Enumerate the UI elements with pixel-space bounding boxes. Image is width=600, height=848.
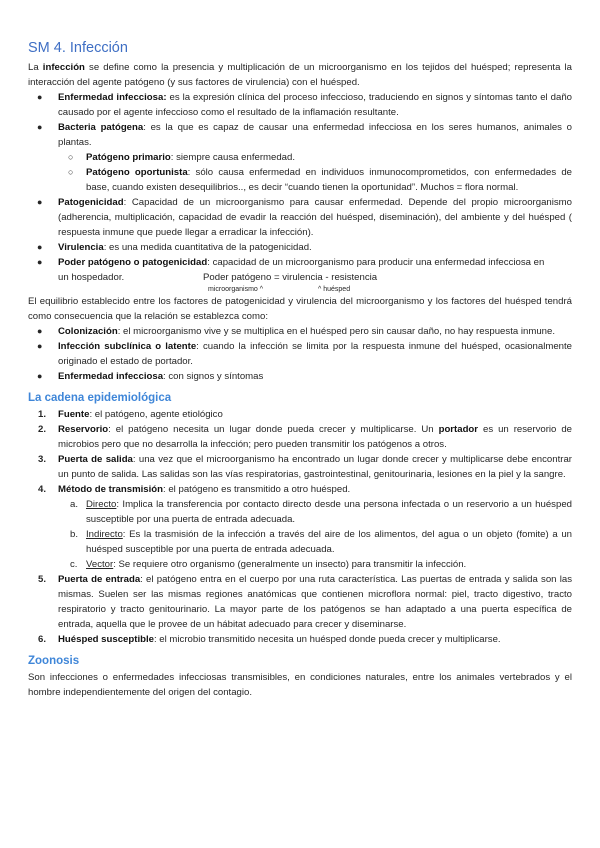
bullet-icon: ● xyxy=(37,326,43,336)
definition: : sólo causa enfermedad en individuos inmunocomprometidos, con enfermedades de base, cuando existen desequilibrios.., es decir “cuando tienen la oportunidad”. Muchos = flora normal. xyxy=(86,167,572,193)
term: Enfermedad infecciosa: xyxy=(58,92,167,103)
list-item xyxy=(28,407,572,422)
term-portador: portador xyxy=(438,424,479,435)
circle-bullet-icon: ○ xyxy=(68,167,74,177)
definition: es un reservorio de microbios pero que no desarrolla la infección; pero pueden transmitir los patógenos a otros. xyxy=(58,424,572,450)
definition: es la expresión clínica del proceso infeccioso, traduciendo en signos y síntomas tanto el daño causado por el agente infeccioso como el resultado de la inflamación resultante. xyxy=(58,92,572,118)
definition: : una vez que el microorganismo ha encontrado un lugar donde crecer y multiplicarse debe encontrar un punto de salida. Las salidas son las vías respiratorias, gastrointestinal, genitourinaria, lesiones en la piel y la sangre. xyxy=(58,454,572,480)
relationship-list xyxy=(28,324,572,384)
list-item xyxy=(58,557,572,572)
term: Patógeno oportunista xyxy=(86,167,188,178)
definition: : es una medida cuantitativa de la patogenicidad. xyxy=(103,242,312,253)
intro-text-c: se define como la presencia y multiplicación de un microorganismo en los tejidos del huésped; representa la interacción del agente patógeno (y sus factores de virulencia) con el huésped. xyxy=(28,62,572,88)
definition: : es la que es capaz de causar una enfermedad infecciosa en los seres humanos, animales o plantas. xyxy=(58,122,572,148)
definition: : el microorganismo vive y se multiplica en el huésped pero sin causar daño, no hay respuesta inmune. xyxy=(117,326,555,337)
list-item xyxy=(58,527,572,557)
term: Infección subclínica o latente xyxy=(58,341,197,352)
bullet-icon: ● xyxy=(37,92,43,102)
list-item xyxy=(28,422,572,452)
list-item xyxy=(28,255,572,294)
term: Huésped susceptible xyxy=(58,634,154,645)
definition: : con signos y síntomas xyxy=(163,371,264,382)
list-item xyxy=(58,497,572,527)
circle-bullet-icon: ○ xyxy=(68,152,74,162)
list-item xyxy=(28,339,572,369)
term: Patogenicidad xyxy=(58,197,124,208)
list-item xyxy=(28,369,572,384)
list-item xyxy=(28,482,572,572)
definitions-list xyxy=(28,90,572,294)
term: Puerta de entrada xyxy=(58,574,141,585)
term: Método de transmisión xyxy=(58,484,164,495)
formula-notes xyxy=(58,285,572,294)
definition: : el patógeno necesita un lugar donde pueda crecer y multiplicarse. Un xyxy=(108,424,439,435)
item-letter: a. xyxy=(70,499,79,510)
item-number: 5. xyxy=(38,574,47,585)
item-number: 2. xyxy=(38,424,47,435)
definition: : Es la trasmisión de la infección a través del aire de los alimentos, del agua o un objeto (fomite) a un huésped susceptible por una puerta de entrada adecuada. xyxy=(86,529,572,555)
definition: : el patógeno, agente etiológico xyxy=(89,409,223,420)
item-number: 3. xyxy=(38,454,47,465)
bullet-icon: ● xyxy=(37,341,43,351)
bullet-icon: ● xyxy=(37,197,43,207)
item-letter: b. xyxy=(70,529,79,540)
term: Virulencia xyxy=(58,242,104,253)
list-item xyxy=(28,632,572,647)
term: Poder patógeno o patogenicidad xyxy=(58,257,208,268)
item-number: 4. xyxy=(38,484,47,495)
term: Colonización xyxy=(58,326,118,337)
term: Bacteria patógena xyxy=(58,122,144,133)
term: Reservorio xyxy=(58,424,109,435)
list-item xyxy=(28,572,572,632)
definition: : el patógeno entra en el cuerpo por una ruta característica. Las puertas de entrada y salida son las mismas. Suelen ser las mismas regiones anatómicas que contienen microflora normal: piel, tracto digestivo, tracto respiratorio y tracto genitourinario. La mayor parte de los patógenos se han adaptado a una puerta específica de entrada, aquella que le provee de un hábitat adecuado para crecer y diseminarse. xyxy=(58,574,572,630)
zoonosis-paragraph: Son infecciones o enfermedades infecciosas transmisibles, en condiciones naturales, entre los animales vertebrados y el hombre independientemente del origen del contagio. xyxy=(28,672,572,698)
formula: Poder patógeno = virulencia - resistencia xyxy=(203,272,378,283)
item-number: 1. xyxy=(38,409,47,420)
bullet-icon: ● xyxy=(37,371,43,381)
bullet-icon: ● xyxy=(37,242,43,252)
item-number: 6. xyxy=(38,634,47,645)
term: Fuente xyxy=(58,409,90,420)
cadena-list xyxy=(28,407,572,647)
term: Directo xyxy=(86,499,117,510)
term: Enfermedad infecciosa xyxy=(58,371,164,382)
definition: : Se requiere otro organismo (generalmente un insecto) para transmitir la infección. xyxy=(113,559,467,570)
formula-note-huesped: ^ huésped xyxy=(318,286,351,293)
definition: : Implica la transferencia por contacto directo desde una persona infectada o un reservorio a un huésped susceptible por una puerta de entrada adecuada. xyxy=(86,499,572,525)
bullet-icon: ● xyxy=(37,122,43,132)
list-item xyxy=(28,324,572,339)
transmission-sub-list xyxy=(58,497,572,572)
definition: : el patógeno es transmitido a otro huésped. xyxy=(163,484,351,495)
term: Vector xyxy=(86,559,114,570)
definition: : siempre causa enfermedad. xyxy=(170,152,296,163)
intro-text-a: La xyxy=(28,62,43,73)
bullet-icon: ● xyxy=(37,257,43,267)
term: Patógeno primario xyxy=(86,152,171,163)
list-item xyxy=(58,150,572,165)
definition: : cuando la infección se limita por la respuesta inmune del huésped, ocasionalmente originado el estado de portador. xyxy=(58,341,572,367)
list-item xyxy=(28,195,572,240)
page-title: SM 4. Infección xyxy=(28,40,128,56)
definition: : el microbio transmitido necesita un huésped donde pueda crecer y multiplicarse. xyxy=(153,634,501,645)
definition: : Capacidad de un microorganismo para causar enfermedad. Depende del propio microorganismo (adherencia, multiplicación, capacidad de evadir la reacción del huésped, diseminación), del ambiente y del huésped ( respuesta inmune que puede llegar a erradicar la infección). xyxy=(58,197,572,238)
intro-term: infección xyxy=(42,62,85,73)
term: Puerta de salida xyxy=(58,454,133,465)
formula-row xyxy=(58,270,572,285)
list-item xyxy=(58,165,572,195)
item-letter: c. xyxy=(70,559,78,570)
term: Indirecto xyxy=(86,529,123,540)
list-item xyxy=(28,240,572,255)
formula-note-microorganismo: microorganismo ^ xyxy=(208,286,264,293)
list-item xyxy=(28,90,572,120)
section-heading-zoonosis: Zoonosis xyxy=(28,655,80,667)
equilibrio-paragraph: El equilibrio establecido entre los factores de patogenicidad y virulencia del microorganismo y los factores del huésped tendrá como consecuencia que la relación se establezca como: xyxy=(28,296,572,322)
list-item xyxy=(28,120,572,195)
definition: : capacidad de un microorganismo para producir una enfermedad infecciosa en xyxy=(207,257,545,268)
list-item xyxy=(28,452,572,482)
section-heading-cadena: La cadena epidemiológica xyxy=(28,392,172,404)
intro-paragraph xyxy=(28,60,572,90)
formula-lead: un hospedador. xyxy=(58,272,125,283)
sub-list xyxy=(58,150,572,195)
